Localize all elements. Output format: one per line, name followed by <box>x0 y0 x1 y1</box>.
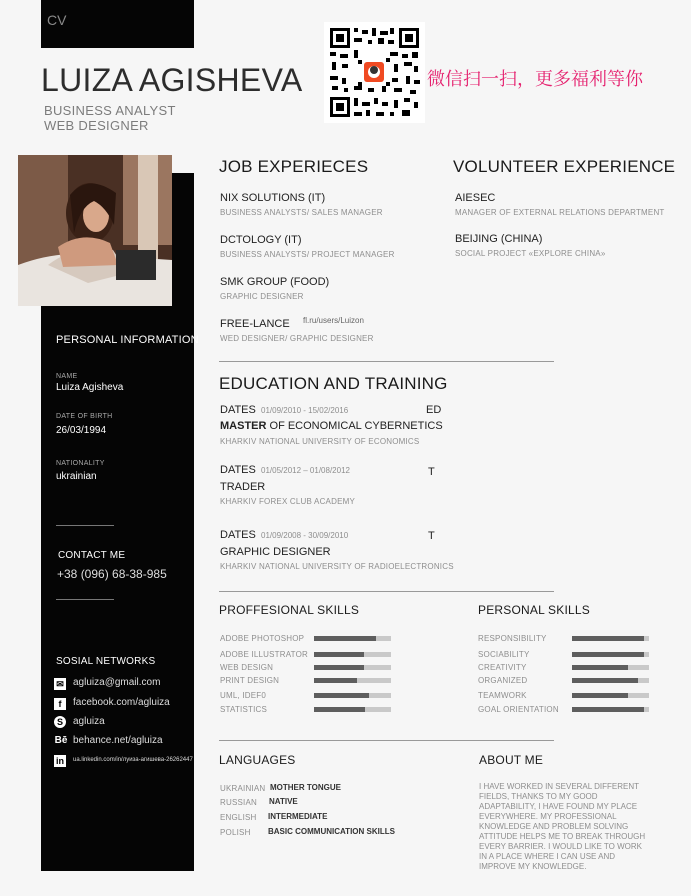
skill-bar <box>572 665 649 670</box>
skill-bar-fill <box>572 678 638 683</box>
job-company: SMK GROUP (FOOD) <box>220 276 330 288</box>
school: KHARKIV NATIONAL UNIVERSITY OF RADIOELECTRONICS <box>220 562 454 571</box>
skill-label: TEAMWORK <box>478 691 527 700</box>
skill-label: ADOBE PHOTOSHOP <box>220 634 305 643</box>
skill-bar <box>314 678 391 683</box>
contact-title: CONTACT ME <box>58 550 126 561</box>
profile-photo <box>18 155 172 306</box>
social-link-facebook[interactable]: facebook.com/agluiza <box>73 697 170 708</box>
education-title: EDUCATION AND TRAINING <box>219 374 448 393</box>
volunteer-org: AIESEC <box>455 192 496 204</box>
job-company: NIX SOLUTIONS (IT) <box>220 192 326 204</box>
job-role: BUSINESS ANALYSTS/ SALES MANAGER <box>220 208 383 217</box>
skill-label: RESPONSIBILITY <box>478 634 547 643</box>
job-title-2: WEB DESIGNER <box>44 118 149 133</box>
skill-bar-fill <box>572 652 644 657</box>
skill-bar-fill <box>572 636 644 641</box>
language-level: NATIVE <box>269 797 298 806</box>
skill-label: UML, IDEF0 <box>220 691 267 700</box>
section-divider <box>219 591 554 592</box>
skill-bar-fill <box>314 678 357 683</box>
skill-bar-fill <box>572 693 628 698</box>
dates-label: DATES <box>220 464 256 476</box>
skill-label: GOAL ORIENTATION <box>478 705 559 714</box>
about-me-text: I HAVE WORKED IN SEVERAL DIFFERENT FIELDS, THANKS TO MY GOOD ADAPTABILITY, I HAVE FOUND MY PLACE EVERYWHERE. MY PROFESSIONAL KNOWLEDGE AND PROBLEM SOLVING ATTITUDE HELPS ME TO BREAK THROUGH EVERY BARRIER. I WOULD LIKE TO WORK IN A PLACE WHERE I CAN USE AND IMPROVE MY KNOWLEDGE. <box>479 782 646 871</box>
language-level: BASIC COMMUNICATION SKILLS <box>268 827 395 836</box>
sidebar-divider <box>56 525 114 526</box>
dates-label: DATES <box>220 529 256 541</box>
education-code: ED <box>426 404 442 416</box>
skill-label: SOCIABILITY <box>478 650 530 659</box>
mail-icon: ✉ <box>54 678 66 690</box>
personal-skills-title: PERSONAL SKILLS <box>478 603 590 617</box>
job-company: DCTOLOGY (IT) <box>220 234 302 246</box>
cv-tag-label: CV <box>47 12 67 28</box>
phone-number[interactable]: +38 (096) 68-38-985 <box>57 567 167 581</box>
skill-label: WEB DESIGN <box>220 663 274 672</box>
dob-value: 26/03/1994 <box>56 425 107 436</box>
language-name: POLISH <box>220 828 251 837</box>
skill-bar-fill <box>314 707 365 712</box>
degree-bold: MASTER <box>220 420 267 432</box>
skill-bar-fill <box>314 693 369 698</box>
behance-icon: Bē <box>54 735 68 746</box>
dates-value: 01/09/2010 - 15/02/2016 <box>261 406 349 415</box>
about-me-title: ABOUT ME <box>479 753 544 767</box>
languages-title: LANGUAGES <box>219 753 296 767</box>
social-link-linkedin[interactable]: ua.linkedin.com/in/луиза-агишева-26262447 <box>73 757 193 763</box>
dates-label: DATES <box>220 404 256 416</box>
professional-skills-title: PROFFESIONAL SKILLS <box>219 603 360 617</box>
cv-tag <box>41 0 194 48</box>
nationality-value: ukrainian <box>56 471 97 482</box>
skill-bar <box>314 652 391 657</box>
school: KHARKIV FOREX CLUB ACADEMY <box>220 497 356 506</box>
degree: GRAPHIC DESIGNER <box>220 546 331 558</box>
job-company: FREE-LANCE <box>220 318 290 330</box>
skill-bar-fill <box>314 665 364 670</box>
wechat-promo-text: 微信扫一扫，更多福利等你 <box>427 69 643 89</box>
language-name: RUSSIAN <box>220 798 257 807</box>
education-code: T <box>428 530 435 542</box>
language-name: ENGLISH <box>220 813 257 822</box>
volunteer-org: BEIJING (CHINA) <box>455 233 543 245</box>
degree-rest: OF ECONOMICAL CYBERNETICS <box>266 420 443 432</box>
job-title-1: BUSINESS ANALYST <box>44 103 176 118</box>
skype-icon: S <box>54 716 66 728</box>
linkedin-icon: in <box>56 756 64 766</box>
language-name: UKRAINIAN <box>220 784 266 793</box>
skill-label: STATISTICS <box>220 705 268 714</box>
facebook-icon: f <box>54 698 66 710</box>
language-level: MOTHER TONGUE <box>270 783 341 792</box>
dates-value: 01/05/2012 – 01/08/2012 <box>261 466 350 475</box>
sidebar-divider <box>56 599 114 600</box>
job-experiences-title: JOB EXPERIECES <box>219 157 369 176</box>
skill-bar <box>314 665 391 670</box>
dob-label: DATE OF BIRTH <box>56 413 113 420</box>
skill-bar <box>314 636 391 641</box>
skill-bar <box>572 693 649 698</box>
personal-info-title: PERSONAL INFORMATION <box>56 334 199 346</box>
section-divider <box>219 361 554 362</box>
qr-code-image <box>324 22 425 123</box>
skill-label: ADOBE ILLUSTRATOR <box>220 650 309 659</box>
volunteer-role: MANAGER OF EXTERNAL RELATIONS DEPARTMENT <box>455 208 665 217</box>
profile-photo-image <box>18 155 172 306</box>
skill-label: ORGANIZED <box>478 676 528 685</box>
degree: TRADER <box>220 481 266 493</box>
candidate-name: LUIZA AGISHEVA <box>41 62 303 98</box>
social-link-email[interactable]: agluiza@gmail.com <box>73 677 161 688</box>
name-value: Luiza Agisheva <box>56 382 124 393</box>
school: KHARKIV NATIONAL UNIVERSITY OF ECONOMICS <box>220 437 420 446</box>
name-label: NAME <box>56 373 78 380</box>
skill-bar <box>314 693 391 698</box>
skill-label: PRINT DESIGN <box>220 676 280 685</box>
degree <box>220 420 443 432</box>
skill-bar <box>314 707 391 712</box>
education-code: T <box>428 466 435 478</box>
job-role: BUSINESS ANALYSTS/ PROJECT MANAGER <box>220 250 395 259</box>
skill-bar <box>572 652 649 657</box>
volunteer-role: SOCIAL PROJECT «EXPLORE CHINA» <box>455 249 606 258</box>
skill-bar <box>572 707 649 712</box>
skill-bar-fill <box>572 665 628 670</box>
job-role: WED DESIGNER/ GRAPHIC DESIGNER <box>220 334 374 343</box>
qr-code[interactable] <box>324 22 425 123</box>
skill-bar-fill <box>572 707 644 712</box>
skill-bar-fill <box>314 652 364 657</box>
skill-bar-fill <box>314 636 376 641</box>
volunteer-title: VOLUNTEER EXPERIENCE <box>453 157 676 176</box>
social-link-skype[interactable]: agluiza <box>73 716 105 727</box>
dates-value: 01/09/2008 - 30/09/2010 <box>261 531 349 540</box>
section-divider <box>219 740 554 741</box>
social-link-behance[interactable]: behance.net/agluiza <box>73 735 163 746</box>
social-networks-title: SOSIAL NETWORKS <box>56 656 156 667</box>
job-role: GRAPHIC DESIGNER <box>220 292 304 301</box>
nationality-label: NATIONALITY <box>56 460 105 467</box>
skill-label: CREATIVITY <box>478 663 527 672</box>
language-level: INTERMEDIATE <box>268 812 328 821</box>
freelance-link[interactable]: fl.ru/users/Luizon <box>303 316 364 325</box>
skill-bar <box>572 678 649 683</box>
skill-bar <box>572 636 649 641</box>
